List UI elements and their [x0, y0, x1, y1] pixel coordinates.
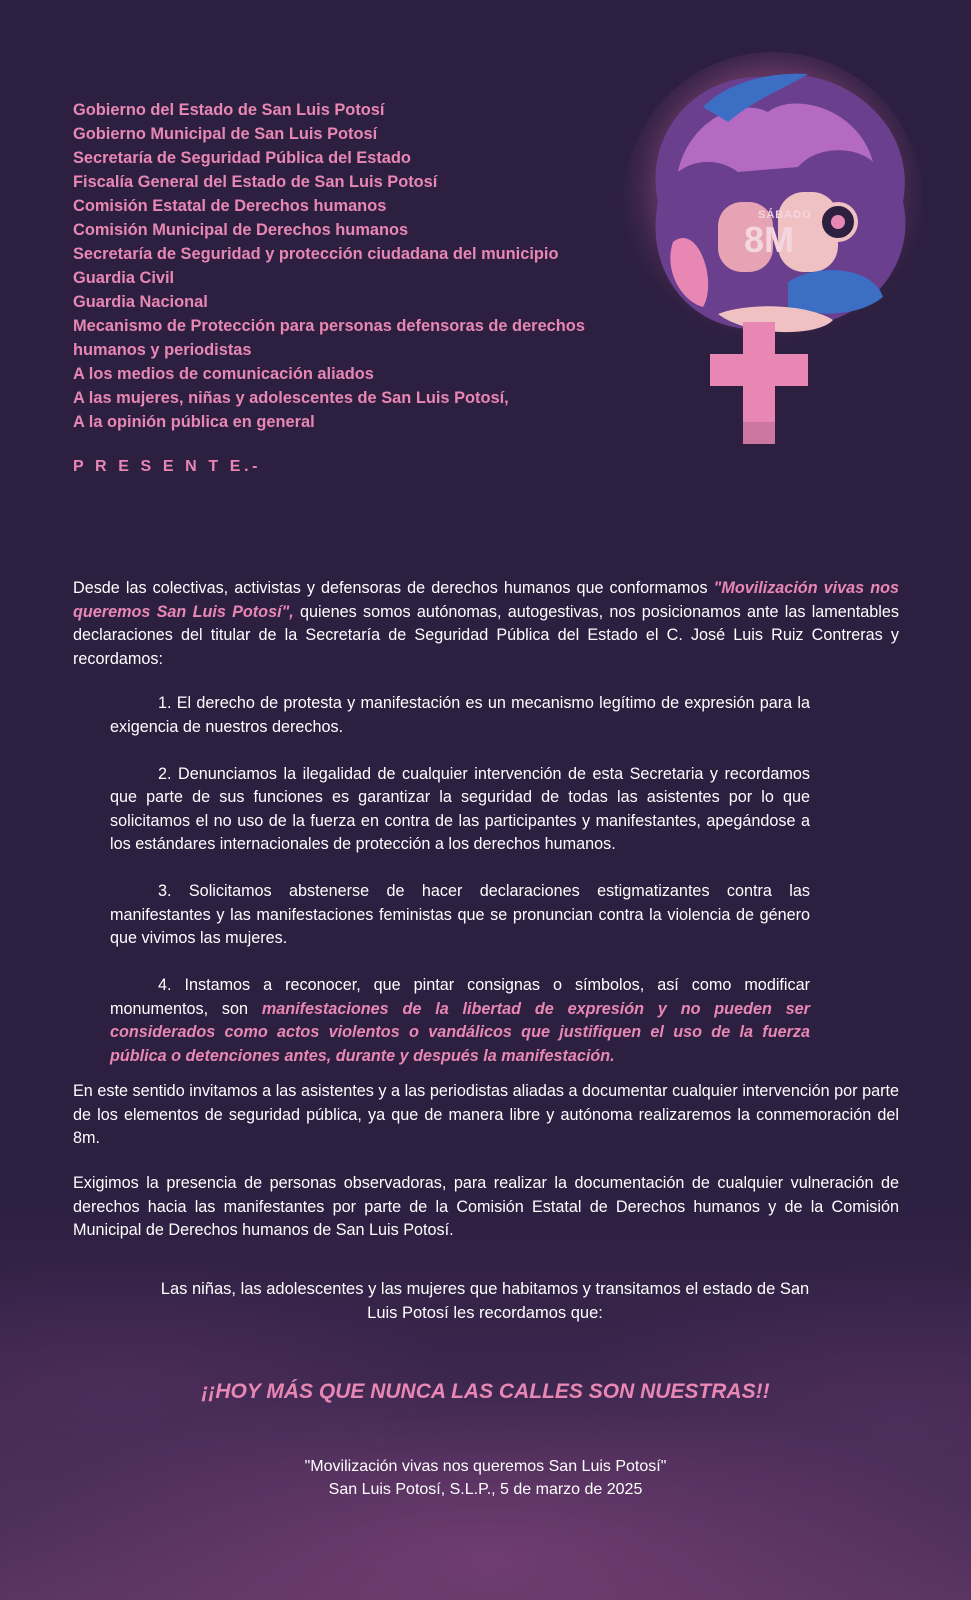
signature-block [200, 1455, 771, 1501]
list-item: 3. Solicitamos abstenerse de hacer declaraciones estigmatizantes contra las manifestantes y las manifestaciones feministas que se pronuncian contra la violencia de género que vivimos las mujeres. [110, 882, 810, 947]
signature-collective: "Movilización vivas nos queremos San Luis Potosí" [304, 1458, 667, 1475]
observers-paragraph: Exigimos la presencia de personas observadoras, para realizar la documentación de cualquier vulneración de derechos hacia las manifestantes por parte de la Comisión Estatal de Derechos humanos y de la Comisión Municipal de Derechos humanos de San Luis Potosí. [73, 1174, 899, 1239]
recipients-list [73, 98, 633, 434]
badge-8m-label: 8M [744, 219, 795, 260]
intro-text: Desde las colectivas, activistas y defensoras de derechos humanos que conformamos [73, 579, 714, 597]
recipient-line: Comisión Municipal de Derechos humanos [73, 221, 409, 239]
recipient-line: Gobierno del Estado de San Luis Potosí [73, 101, 385, 119]
recipient-line: A la opinión pública en general [73, 413, 315, 431]
presente-heading: P R E S E N T E.- [73, 458, 262, 475]
intro-text-end: quienes somos autónomas, autogestivas, nos posicionamos ante las lamentables declaraciones del titular de la Secretaría de Seguridad Pública del Estado el C. José Luis Ruiz Contreras y recordamos: [73, 602, 899, 668]
intro-paragraph [73, 577, 899, 671]
recipient-line: Fiscalía General del Estado de San Luis Potosí [73, 173, 438, 191]
documentation-paragraph: En este sentido invitamos a las asistentes y a las periodistas aliadas a documentar cualquier intervención por parte de los elementos de seguridad pública, ya que de manera libre y autónoma realizaremos la conmemoración del 8m. [73, 1082, 899, 1147]
recipient-line: Comisión Estatal de Derechos humanos [73, 197, 387, 215]
recipient-line: A las mujeres, niñas y adolescentes de San Luis Potosí, [73, 389, 509, 407]
item4-text: 4. Instamos a reconocer, que pintar consignas o símbolos, así como modificar monumentos, son [110, 976, 810, 1018]
feminist-8m-illustration [618, 52, 928, 452]
collective-name-highlight: "Movilización vivas nos queremos San Luis Potosí", [73, 579, 899, 621]
signature-place-date: San Luis Potosí, S.L.P., 5 de marzo de 2025 [328, 1481, 643, 1498]
recipient-line: Guardia Nacional [73, 293, 208, 311]
recipient-line: Mecanismo de Protección para personas defensoras de derechos [73, 317, 585, 335]
list-item: 1. El derecho de protesta y manifestación es un mecanismo legítimo de expresión para la exigencia de nuestros derechos. [110, 694, 810, 736]
recipient-line: A los medios de comunicación aliados [73, 365, 374, 383]
closing-statement: Las niñas, las adolescentes y las mujeres que habitamos y transitamos el estado de San Luis Potosí les recordamos que: [160, 1280, 810, 1322]
recipient-line: Secretaría de Seguridad y protección ciudadana del municipio [73, 245, 559, 263]
list-item: 2. Denunciamos la ilegalidad de cualquier intervención de esta Secretaria y recordamos que parte de sus funciones es garantizar la seguridad de todas las asistentes por lo que solicitamos el no uso de la fuerza en contra de las participantes y manifestantes, apegándose a los estándares internacionales de protección a los derechos humanos. [110, 764, 810, 853]
venus-symbol-icon [618, 52, 928, 452]
recipient-line: humanos y periodistas [73, 341, 252, 359]
recipient-line: Secretaría de Seguridad Pública del Estado [73, 149, 411, 167]
slogan-heading: ¡¡HOY MÁS QUE NUNCA LAS CALLES SON NUESTRAS!! [201, 1380, 770, 1403]
item4-highlight: manifestaciones de la libertad de expresión y no pueden ser considerados como actos violentos o vandálicos que justifiquen el uso de la fuerza pública o detenciones antes, durante y después la manifestación. [110, 999, 810, 1065]
badge-day-label: SÁBADO [758, 209, 812, 221]
recipient-line: Guardia Civil [73, 269, 175, 287]
recipient-line: Gobierno Municipal de San Luis Potosí [73, 125, 378, 143]
demands-list [110, 692, 810, 1068]
list-item [110, 974, 810, 1068]
